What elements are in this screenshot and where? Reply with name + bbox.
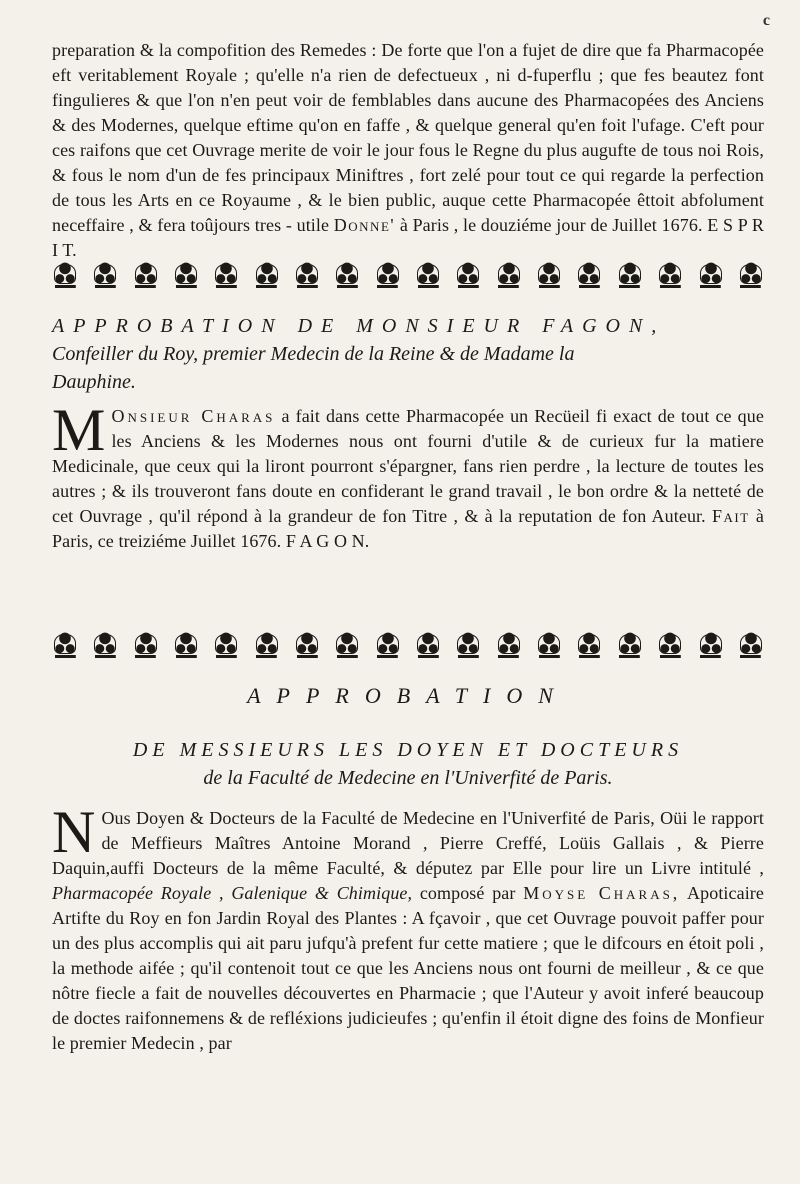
dropcap-m: M	[52, 397, 106, 463]
approbation-faculte-text-c: Apoticaire Artifte du Roy en fon Jardin Royal des Plantes : A fçavoir , que cet Ouvrage pouvoit paffer pour un des plus accomplis qui ait paru jufqu'à prefent fur cette matiere ; que le difcours en étoit poli , la methode aifée ; qu'il contenoit tout ce que les Anciens nous ont fourni de meilleur , & ce que nôtre fiecle a fait de nouvelles découvertes en Pharmacie ; que l'Auteur y avoit inferé beaucoup de doctes raifonnemens & de refléxions judicieufes ; qu'enfin il étoit digne des foins de Monfieur le premier Medecin , par	[52, 883, 764, 1053]
page-signature: c	[762, 12, 770, 29]
fleuron-icon	[496, 260, 522, 290]
fleuron-icon	[375, 260, 401, 290]
intro-text: preparation & la compofition des Remedes : De forte que l'on a fujet de dire que fa Pharmacopée eft veritablement Royale ; qu'elle n'a rien de defectueux , ni d-fuperflu ; que fes beautez font fingulieres & que l'on n'en peut voir de femblables dans aucune des Pharmacopées des Anciens & des Modernes, quelque eftime qu'on en faffe , & quelque general qu'en foit l'ufage. C'eft pour ces raifons que cet Ouvrage merite de voir le jour fous le Regne du plus augufte de tous noi Rois, & fous le nom d'un de fes principaux Miniftres , fort zelé pour tout ce qui regarde la perfection de tous les Arts en ce Royaume , & le bien public, auque cette Pharmacopée êttoit abfolument neceffaire , & fera toûjours tres - utile	[52, 40, 764, 235]
fleuron-icon	[254, 260, 280, 290]
fleuron-icon	[657, 260, 683, 290]
fleuron-icon	[375, 630, 401, 660]
fleuron-icon	[455, 630, 481, 660]
fleuron-icon	[455, 260, 481, 290]
approbation-faculte-subheading	[52, 736, 764, 792]
approbation-fagon-title: APPROBATION DE MONSIEUR FAGON,	[52, 315, 666, 337]
fleuron-icon	[617, 630, 643, 660]
approbation-faculte-text-a: Ous Doyen & Docteurs de la Faculté de Medecine en l'Univerfité de Paris, Oüi le rapport de Meffieurs Maîtres Antoine Morand , Pierre Creffé, Loüis Gallais , & Pierre Daquin,auffi Docteurs de la même Faculté, & députez par Elle pour lire un Livre intitulé ,	[52, 808, 764, 878]
approbation-fagon-signer: F A G O N.	[285, 531, 370, 551]
approbation-faculte-heading	[52, 682, 764, 710]
fleuron-icon	[698, 260, 724, 290]
fleuron-icon	[294, 260, 320, 290]
approbation-faculte-title: APPROBATION	[247, 683, 569, 708]
fleuron-icon	[92, 260, 118, 290]
ornament-band-2	[52, 628, 764, 662]
intro-signer: E S P R I T.	[52, 215, 764, 260]
approbation-fagon-heading	[52, 312, 764, 396]
approbation-fagon-text: a fait dans cette Pharmacopée un Recüeil fi exact de tout ce que les Anciens & les Modernes nous ont fourni d'utile & de curieux fur la matiere Medicinale, que ceux qui la liront pourront s'épargner, fans rien perdre , la lecture de toutes les autres ; & ils trouveront fans doute en confiderant le grand travail , le bon ordre & la netteté de cet Ouvrage , qu'il répond à la grandeur de fon Titre , & à la reputation de fon Auteur.	[52, 406, 764, 526]
book-title: Pharmacopée Royale , Galenique & Chimique,	[52, 883, 413, 903]
approbation-fagon-subtitle-2: Dauphine.	[52, 371, 136, 393]
fleuron-icon	[133, 630, 159, 660]
fleuron-icon	[254, 630, 280, 660]
approbation-faculte-subtitle-2: de la Faculté de Medecine en l'Univerfité de Paris.	[203, 767, 613, 789]
fleuron-icon	[496, 630, 522, 660]
author-name: Moyse Charas,	[523, 883, 681, 903]
fleuron-icon	[536, 630, 562, 660]
approbation-fagon-body	[52, 397, 764, 554]
approbation-faculte-body	[52, 799, 764, 1056]
donne-text: à Paris , le douziéme jour de Juillet 1676.	[399, 215, 703, 235]
approbation-fagon-subtitle-1: Confeiller du Roy, premier Medecin de la Reine & de Madame la	[52, 343, 575, 365]
fleuron-icon	[213, 630, 239, 660]
approbation-fagon-lead: Onsieur Charas	[111, 406, 276, 426]
dropcap-n: N	[52, 799, 96, 865]
fleuron-icon	[536, 260, 562, 290]
fleuron-icon	[133, 260, 159, 290]
fleuron-icon	[334, 260, 360, 290]
fleuron-icon	[657, 630, 683, 660]
fleuron-icon	[576, 630, 602, 660]
fait-text: à Paris, ce treiziéme Juillet 1676.	[52, 506, 764, 551]
fleuron-icon	[738, 260, 764, 290]
intro-paragraph	[52, 38, 764, 263]
ornament-band-1	[52, 258, 764, 292]
fleuron-icon	[334, 630, 360, 660]
fleuron-icon	[415, 260, 441, 290]
fleuron-icon	[173, 630, 199, 660]
approbation-faculte-subtitle-1: DE MESSIEURS LES DOYEN ET DOCTEURS	[132, 739, 684, 761]
fait-label: Fait	[711, 506, 750, 526]
fleuron-icon	[92, 630, 118, 660]
fleuron-icon	[52, 630, 78, 660]
fleuron-icon	[698, 630, 724, 660]
fleuron-icon	[213, 260, 239, 290]
donne-label: Donne'	[333, 215, 396, 235]
fleuron-icon	[173, 260, 199, 290]
fleuron-icon	[738, 630, 764, 660]
fleuron-icon	[294, 630, 320, 660]
fleuron-icon	[415, 630, 441, 660]
fleuron-icon	[52, 260, 78, 290]
fleuron-icon	[617, 260, 643, 290]
approbation-faculte-text-b: composé par	[419, 883, 516, 903]
fleuron-icon	[576, 260, 602, 290]
